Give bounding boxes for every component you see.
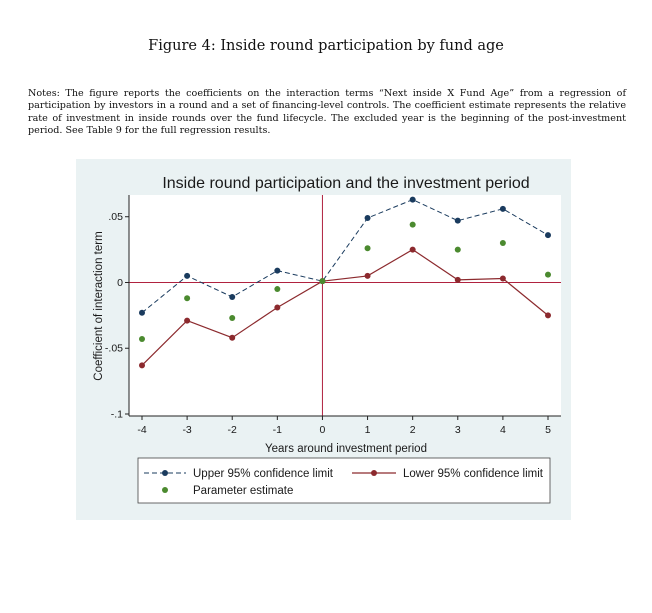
legend-lower-marker <box>371 470 377 476</box>
lower-ci-point <box>229 335 235 341</box>
estimate-point <box>455 247 461 253</box>
estimate-point <box>410 222 416 228</box>
legend-lower-label: Lower 95% confidence limit <box>403 468 543 480</box>
estimate-point <box>319 278 325 284</box>
x-tick-label: -4 <box>137 424 147 436</box>
estimate-point <box>545 272 551 278</box>
estimate-point <box>365 245 371 251</box>
legend-upper-marker <box>162 470 168 476</box>
legend-estimate-marker <box>162 487 168 493</box>
x-tick-label: 3 <box>454 424 461 436</box>
lower-ci-point <box>365 273 371 279</box>
y-tick-label: -.1 <box>110 408 123 421</box>
figure-title: Figure 4: Inside round participation by fund age <box>148 38 504 54</box>
estimate-point <box>229 315 235 321</box>
chart-svg <box>76 159 571 520</box>
plot-area <box>129 195 561 416</box>
x-tick-label: 4 <box>499 424 506 436</box>
y-tick-label: -.05 <box>104 342 123 355</box>
x-tick-label: 0 <box>319 424 326 436</box>
lower-ci-point <box>545 312 551 318</box>
chart-title: Inside round participation and the investment period <box>162 175 530 192</box>
upper-ci-point <box>184 273 190 279</box>
x-tick-label: -1 <box>272 424 283 436</box>
upper-ci-point <box>139 310 145 316</box>
lower-ci-point <box>455 277 461 283</box>
estimate-point <box>139 336 145 342</box>
upper-ci-point <box>229 294 235 300</box>
x-tick-label: -3 <box>182 424 192 436</box>
y-axis-label: Coefficient of interaction term <box>93 231 105 381</box>
upper-ci-point <box>545 232 551 238</box>
x-axis-label: Years around investment period <box>265 443 427 455</box>
lower-ci-point <box>410 247 416 253</box>
legend-estimate-label: Parameter estimate <box>193 485 294 497</box>
x-tick-label: 5 <box>545 424 551 436</box>
y-tick-label: 0 <box>117 276 123 289</box>
lower-ci-point <box>500 276 506 282</box>
estimate-point <box>274 286 280 292</box>
figure-notes: Notes: The figure reports the coefficients on the interaction terms “Next inside X Fund Age” from a regression of participation by investors in a round and a set of financing-level controls. The coefficient estimate represents the relative rate of investment in inside rounds over the fund lifecycle. The excluded year is the beginning of the post-investment period. See Table 9 for the full regression results. <box>28 88 626 137</box>
upper-ci-point <box>410 197 416 203</box>
upper-ci-point <box>274 268 280 274</box>
x-tick-label: 2 <box>409 424 416 436</box>
upper-ci-point <box>500 206 506 212</box>
x-tick-label: -2 <box>227 424 237 436</box>
x-tick-label: 1 <box>364 424 371 436</box>
lower-ci-point <box>274 304 280 310</box>
estimate-point <box>500 240 506 246</box>
lower-ci-point <box>184 318 190 324</box>
legend-upper-label: Upper 95% confidence limit <box>193 468 333 480</box>
lower-ci-point <box>139 362 145 368</box>
chart-panel <box>76 159 571 520</box>
upper-ci-point <box>365 215 371 221</box>
estimate-point <box>184 295 190 301</box>
y-tick-label: .05 <box>108 211 123 224</box>
upper-ci-point <box>455 218 461 224</box>
